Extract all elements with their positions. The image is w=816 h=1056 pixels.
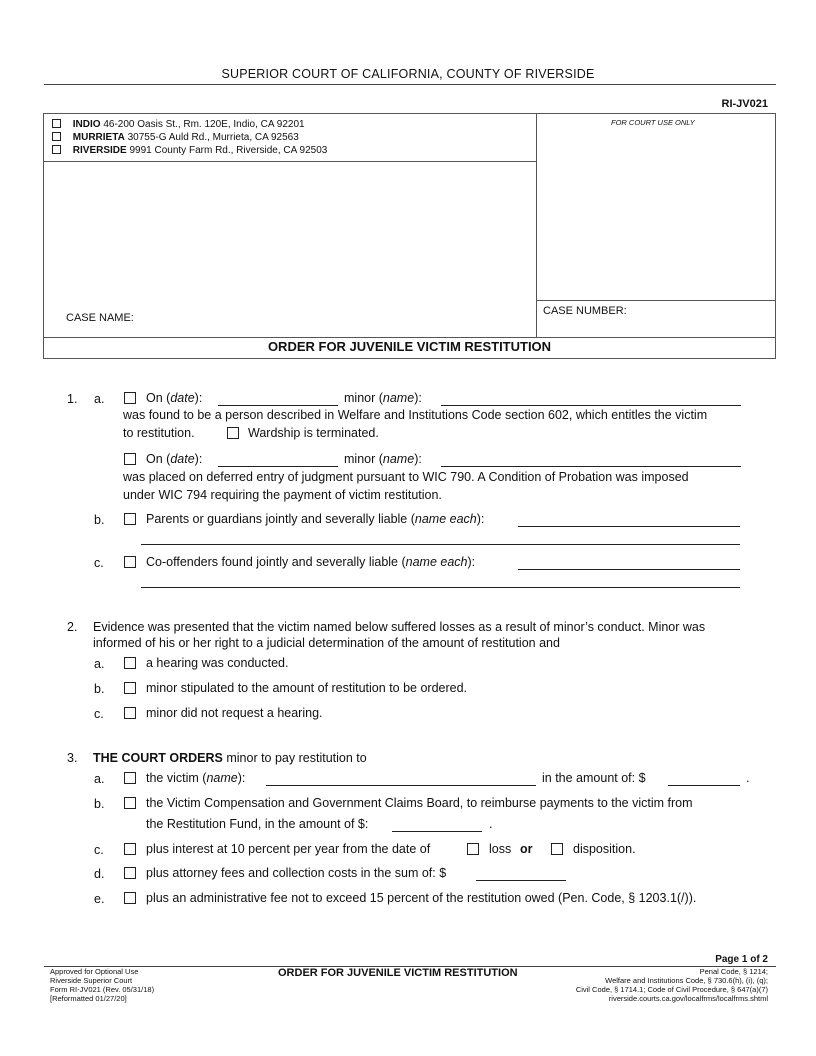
item2-number: 2. (67, 620, 78, 634)
item2b-checkbox[interactable] (124, 682, 136, 694)
item1a-text-line2: to restitution. (123, 426, 195, 440)
indio-name: INDIO (72, 119, 101, 130)
item3e-checkbox[interactable] (124, 892, 136, 904)
item1c-field-2[interactable] (141, 587, 740, 588)
item1b-field-1[interactable] (518, 526, 740, 527)
item2c-checkbox[interactable] (124, 707, 136, 719)
item1a2-date-field[interactable] (218, 466, 338, 467)
item3a-amount-field[interactable] (668, 785, 740, 786)
item1b-field-2[interactable] (141, 544, 740, 545)
footer-left-line: Riverside Superior Court (50, 976, 133, 985)
item1c-field-1[interactable] (518, 569, 740, 570)
location-murrieta[interactable] (52, 131, 299, 144)
disposition-checkbox[interactable] (551, 843, 563, 855)
item3a-checkbox[interactable] (124, 772, 136, 784)
footer-title: ORDER FOR JUVENILE VICTIM RESTITUTION (278, 967, 518, 979)
item1b-letter: b. (94, 513, 105, 527)
item3b-period: . (489, 817, 493, 831)
item3d-label: plus attorney fees and collection costs in the sum of: $ (146, 866, 447, 880)
item3b-text-line1: the Victim Compensation and Government Claims Board, to reimburse payments to the victim from (146, 796, 693, 810)
footer-right-line: Civil Code, § 1714.1; Code of Civil Procedure, § 647(a)(7) (575, 985, 768, 994)
form-title: ORDER FOR JUVENILE VICTIM RESTITUTION (267, 339, 552, 354)
footer-left-line: Approved for Optional Use (50, 967, 139, 976)
case-number-label: CASE NUMBER: (543, 305, 627, 317)
riverside-name: RIVERSIDE (72, 145, 127, 156)
item3e-letter: e. (94, 892, 105, 906)
indio-address: 46-200 Oasis St., Rm. 120E, Indio, CA 92201 (103, 119, 305, 130)
item3e-label: plus an administrative fee not to exceed 15 percent of the restitution owed (Pen. Code, § 1203.1(/)). (146, 891, 697, 905)
item1a-minor-name-label: minor (name): (344, 391, 422, 405)
item1a-on-date-label: On (date): (146, 391, 203, 405)
footer-right (576, 967, 768, 1003)
murrieta-name: MURRIETA (72, 132, 125, 143)
location-riverside[interactable] (52, 144, 327, 157)
item3d-amount-field[interactable] (476, 880, 566, 881)
title-rule (44, 84, 776, 85)
item1a2-text-line1: was placed on deferred entry of judgment pursuant to WIC 790. A Condition of Probation was imposed (123, 470, 689, 484)
item3b-text-line2: the Restitution Fund, in the amount of $: (146, 817, 369, 831)
item1a2-text-line2: under WIC 794 requiring the payment of victim restitution. (123, 488, 442, 502)
item1a2-checkbox[interactable] (124, 453, 136, 465)
item1b-label: Parents or guardians jointly and severally liable (name each): (146, 512, 485, 526)
case-name-label: CASE NAME: (66, 312, 134, 324)
item1c-letter: c. (94, 556, 104, 570)
wardship-checkbox[interactable] (227, 427, 239, 439)
footer-right-line: riverside.courts.ca.gov/localfrms/localfrms.shtml (608, 994, 768, 1003)
item3a-label: the victim (name): (146, 771, 246, 785)
footer-left-line: Form RI-JV021 (Rev. 05/31/18) (50, 985, 155, 994)
form-number: RI-JV021 (721, 98, 768, 110)
item3b-amount-field[interactable] (392, 831, 482, 832)
item3d-checkbox[interactable] (124, 867, 136, 879)
item1a2-on-date-label: On (date): (146, 452, 203, 466)
item1b-checkbox[interactable] (124, 513, 136, 525)
item1a-minor-name-field[interactable] (441, 405, 741, 406)
item1a2-minor-name-field[interactable] (441, 466, 741, 467)
murrieta-address: 30755-G Auld Rd., Murrieta, CA 92563 (127, 132, 299, 143)
item2c-letter: c. (94, 707, 104, 721)
item3c-label: plus interest at 10 percent per year from the date of (146, 842, 431, 856)
court-use-label: FOR COURT USE ONLY (611, 118, 695, 127)
item1a2-minor-name-label: minor (name): (344, 452, 422, 466)
riverside-address: 9991 County Farm Rd., Riverside, CA 92503 (129, 145, 328, 156)
footer-right-line: Penal Code, § 1214; (699, 967, 768, 976)
item1a-checkbox[interactable] (124, 392, 136, 404)
item3-number: 3. (67, 751, 78, 765)
item1a-letter: a. (94, 392, 105, 406)
footer-right-line: Welfare and Institutions Code, § 730.6(h), (i), (q); (605, 976, 768, 985)
item3c-letter: c. (94, 843, 104, 857)
or-label: or (520, 842, 533, 856)
item2b-letter: b. (94, 682, 105, 696)
item3c-checkbox[interactable] (124, 843, 136, 855)
footer-left (50, 967, 154, 1003)
item3-heading: THE COURT ORDERS minor to pay restitution to (93, 751, 367, 765)
page-number: Page 1 of 2 (715, 954, 768, 965)
item1c-checkbox[interactable] (124, 556, 136, 568)
footer-left-line: [Reformatted 01/27/20] (50, 994, 127, 1003)
item1-number: 1. (67, 392, 78, 406)
item2-text-line1: Evidence was presented that the victim named below suffered losses as a result of minor’s conduct. Minor was (93, 620, 706, 634)
item3a-period: . (746, 771, 750, 785)
item2a-label: a hearing was conducted. (146, 656, 289, 670)
item3d-letter: d. (94, 867, 105, 881)
murrieta-checkbox[interactable] (52, 132, 61, 141)
item1a-text-line1: was found to be a person described in Welfare and Institutions Code section 602, which entitles the victim (123, 408, 708, 422)
locations-divider (43, 161, 537, 162)
disposition-label: disposition. (573, 842, 636, 856)
loss-checkbox[interactable] (467, 843, 479, 855)
title-divider (43, 337, 776, 338)
location-indio[interactable] (52, 118, 305, 131)
court-title: SUPERIOR COURT OF CALIFORNIA, COUNTY OF RIVERSIDE (221, 67, 595, 81)
item3a-victim-name-field[interactable] (266, 785, 536, 786)
item3a-letter: a. (94, 772, 105, 786)
item2a-letter: a. (94, 657, 105, 671)
wardship-label: Wardship is terminated. (248, 426, 379, 440)
item2a-checkbox[interactable] (124, 657, 136, 669)
item1c-label: Co-offenders found jointly and severally liable (name each): (146, 555, 476, 569)
header-vertical-divider (536, 113, 537, 338)
indio-checkbox[interactable] (52, 119, 61, 128)
riverside-checkbox[interactable] (52, 145, 61, 154)
item3b-checkbox[interactable] (124, 797, 136, 809)
loss-label: loss (489, 842, 512, 856)
item1a-date-field[interactable] (218, 405, 338, 406)
item2-text-line2: informed of his or her right to a judicial determination of the amount of restitution and (93, 636, 560, 650)
item3a-amount-label: in the amount of: $ (542, 771, 646, 785)
item2c-label: minor did not request a hearing. (146, 706, 323, 720)
item2b-label: minor stipulated to the amount of restitution to be ordered. (146, 681, 468, 695)
item3b-letter: b. (94, 797, 105, 811)
case-number-divider (536, 300, 776, 301)
